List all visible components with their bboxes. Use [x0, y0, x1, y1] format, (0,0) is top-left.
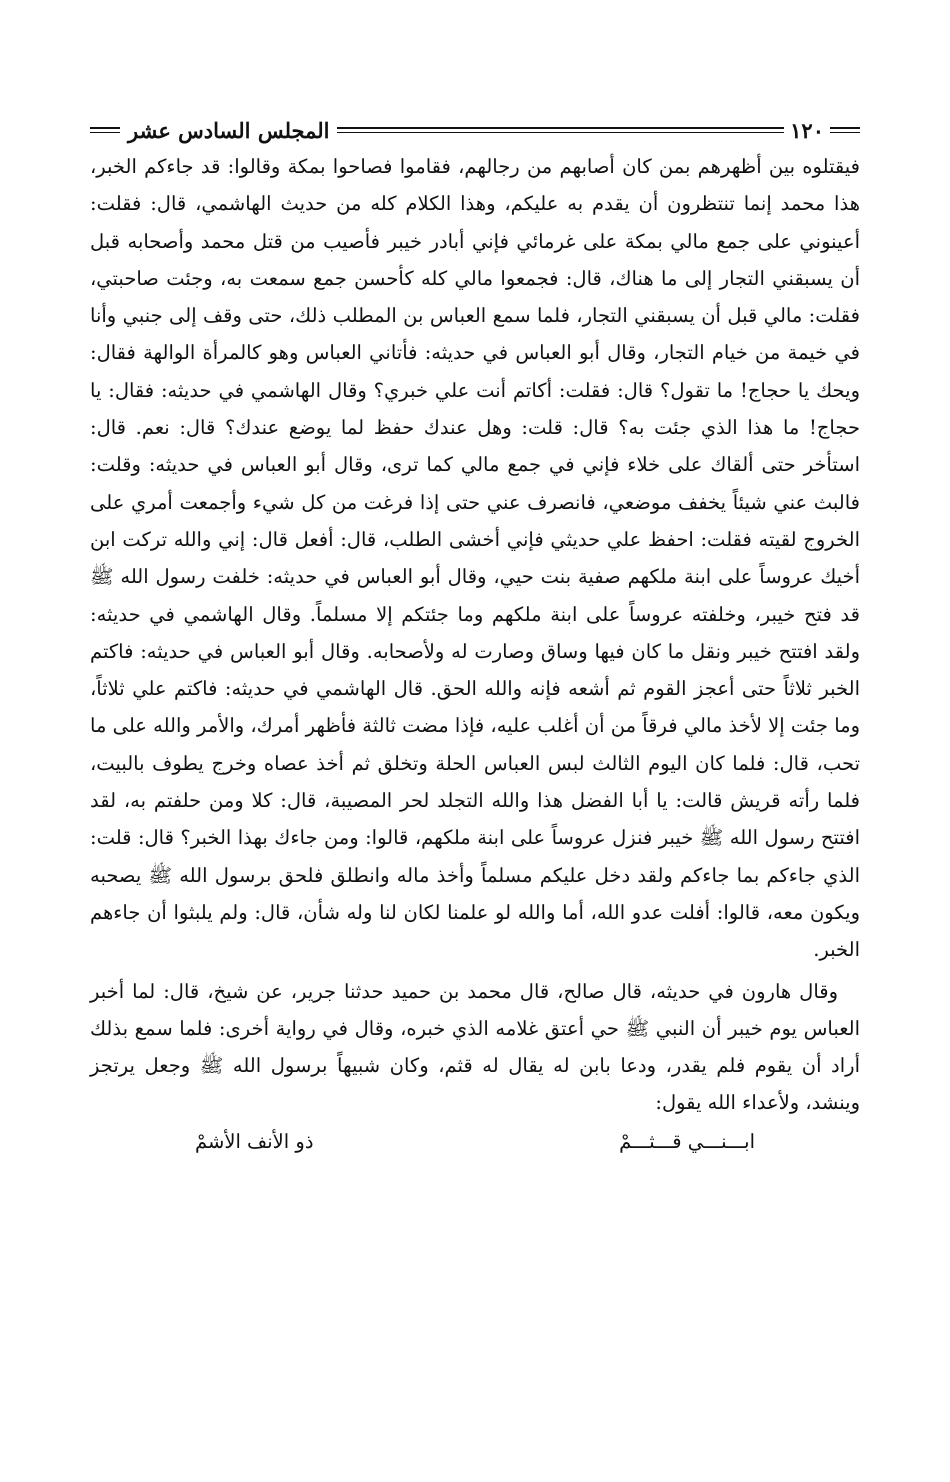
verse-line [195, 1124, 755, 1160]
running-header [90, 112, 860, 148]
book-page [90, 112, 860, 1160]
page-number: ١٢٠ [790, 117, 824, 143]
header-rule-long [337, 127, 784, 133]
chapter-title: المجلس السادس عشر [128, 117, 330, 143]
body-text [90, 148, 860, 1122]
header-rule-short [830, 127, 860, 133]
verse-hemistich-left: ذو الأنف الأشمْ [195, 1129, 314, 1153]
paragraph-1: فيقتلوه بين أظهرهم بمن كان أصابهم من رجالهم، فقاموا فصاحوا بمكة وقالوا: قد جاءكم الخبر، هذا محمد إنما تنتظرون أن يقدم به عليكم، وهذا الكلام كله من حديث الهاشمي، قال: فقلت: أعينوني على جمع مالي بمكة على غرمائي فإني أبادر خيبر فأصيب من قتل محمد وأصحابه قبل أن يسبقني التجار إلى ما هناك، قال: فجمعوا مالي كله كأحسن جمع سمعت به، وجئت صاحبتي، فقلت: مالي قبل أن يسبقني التجار، فلما سمع العباس بن المطلب ذلك، حتى وقف إلى جنبي وأنا في خيمة من خيام التجار، وقال أبو العباس في حديثه: فأتاني العباس وهو كالمرأة الوالهة فقال: ويحك يا حجاج! ما تقول؟ قال: فقلت: أكاتم أنت علي خبري؟ وقال الهاشمي في حديثه: فقال: يا حجاج! ما هذا الذي جئت به؟ قال: قلت: وهل عندك حفظ لما يوضع عندك؟ قال: نعم. قال: استأخر حتى ألقاك على خلاء فإني في جمع مالي كما ترى، وقال أبو العباس في حديثه: وقلت: فالبث عني شيئاً يخفف موضعي، فانصرف عني حتى إذا فرغت من كل شيء وأجمعت أمري على الخروج لقيته فقلت: احفظ علي حديثي فإني أخشى الطلب، قال: أفعل قال: إني والله تركت ابن أخيك عروساً على ابنة ملكهم صفية بنت حيي، وقال أبو العباس في حديثه: خلفت رسول الله ﷺ قد فتح خيبر، وخلفته عروساً على ابنة ملكهم وما جئتكم إلا مسلماً. وقال الهاشمي في حديثه: ولقد افتتح خيبر ونقل ما كان فيها وساق وصارت له ولأصحابه. وقال أبو العباس في حديثه: فاكتم الخبر ثلاثاً حتى أعجز القوم ثم أشعه فإنه والله الحق. قال الهاشمي في حديثه: فاكتم علي ثلاثاً، وما جئت إلا لأخذ مالي فرقاً من أن أغلب عليه، فإذا مضت ثالثة فأظهر أمرك، والأمر والله على ما تحب، قال: فلما كان اليوم الثالث لبس العباس الحلة وتخلق ثم أخذ عصاه وخرج يطوف بالبيت، فلما رأته قريش قالت: يا أبا الفضل هذا والله التجلد لحر المصيبة، قال: كلا ومن حلفتم به، لقد افتتح رسول الله ﷺ خيبر فنزل عروساً على ابنة ملكهم، قالوا: ومن جاءك بهذا الخبر؟ قال: قلت: الذي جاءكم بما جاءكم ولقد دخل عليكم مسلماً وأخذ ماله وانطلق فلحق برسول الله ﷺ يصحبه ويكون معه، قالوا: أفلت عدو الله، أما والله لو علمنا لكان لنا وله شأن، قال: ولم يلبثوا أن جاءهم الخبر. [90, 155, 860, 962]
verse-hemistich-right: ابـــنـــي قـــثـــمْ [619, 1129, 755, 1153]
paragraph-2: وقال هارون في حديثه، قال صالح، قال محمد بن حميد حدثنا جرير، عن شيخ، قال: لما أخبر العباس يوم خيبر أن النبي ﷺ حي أعتق غلامه الذي خبره، وقال في رواية أخرى: فلما سمع بذلك أراد أن يقوم فلم يقدر، ودعا بابن له يقال له قثم، وكان شبيهاً برسول الله ﷺ وجعل يرتجز وينشد، ولأعداء الله يقول: [90, 979, 860, 1115]
header-rule-short-left [90, 127, 120, 133]
